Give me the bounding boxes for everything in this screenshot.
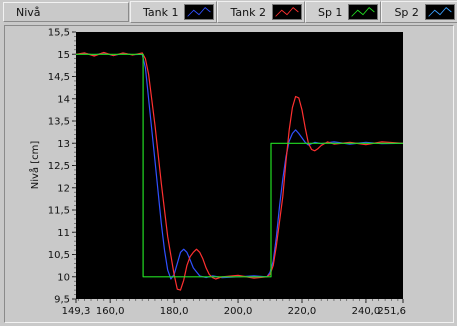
plot-area — [76, 32, 403, 299]
legend-label-sp-2: Sp 2 — [394, 5, 419, 19]
y-tick-label: 13,5 — [47, 116, 70, 128]
x-tick-label: 240,0 — [351, 306, 381, 317]
y-tick-label: 10 — [57, 272, 70, 284]
y-tick-label: 10,5 — [47, 250, 70, 261]
legend-label-tank-2: Tank 2 — [230, 5, 266, 19]
y-axis-label: Nivå [cm] — [30, 140, 41, 190]
graph-title: Nivå — [3, 2, 129, 22]
y-tick-label: 15 — [57, 49, 70, 61]
y-tick-label: 9,5 — [54, 294, 70, 306]
y-tick-label: 11,5 — [47, 205, 70, 217]
x-tick-label: 251,6 — [377, 306, 406, 317]
y-tick-label: 14,5 — [47, 72, 70, 83]
x-tick-label: 200,0 — [223, 306, 253, 317]
y-tick-label: 13 — [57, 138, 70, 150]
y-tick-label: 15,5 — [47, 27, 70, 39]
x-tick-label: 149,3 — [61, 306, 91, 317]
x-tick-label: 160,0 — [95, 306, 125, 317]
y-tick-label: 12 — [57, 183, 70, 195]
y-tick-label: 14 — [57, 94, 70, 106]
y-tick-label: 12,5 — [47, 161, 70, 172]
y-tick-label: 11 — [57, 227, 70, 239]
legend-label-tank-1: Tank 1 — [143, 5, 179, 19]
x-tick-label: 180,0 — [159, 306, 189, 317]
legend-label-sp-1: Sp 1 — [317, 5, 343, 19]
x-tick-label: 220,0 — [287, 306, 317, 317]
